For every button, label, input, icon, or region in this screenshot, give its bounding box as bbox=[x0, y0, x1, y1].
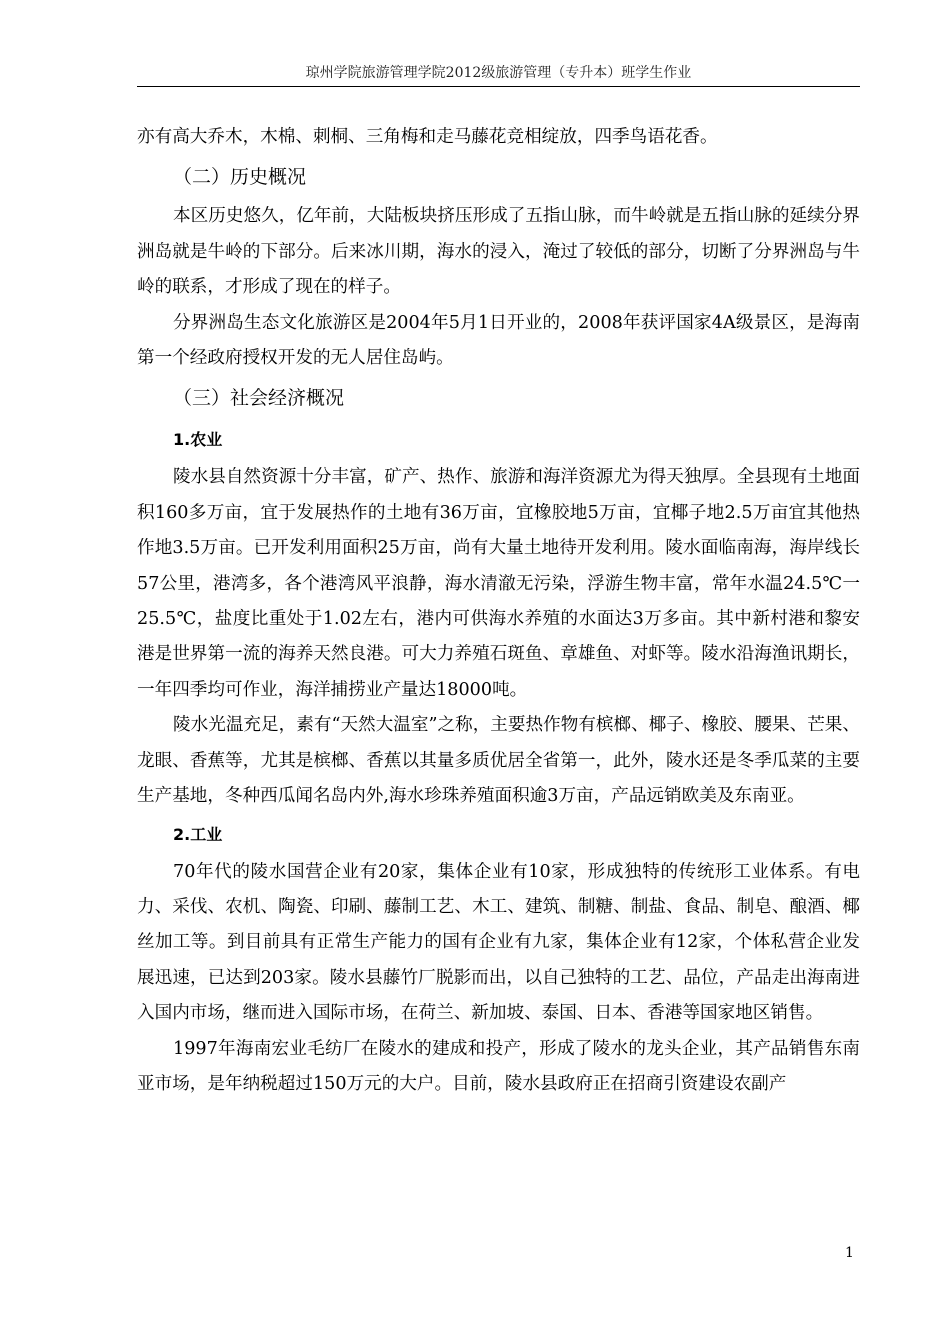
sub-heading-agriculture: 1.农业 bbox=[173, 430, 223, 450]
page-header: 琼州学院旅游管理学院2012级旅游管理（专升本）班学生作业 bbox=[305, 65, 692, 81]
page-number: 1 bbox=[845, 1245, 854, 1261]
paragraph-industry-1: 70年代的陵水国营企业有20家，集体企业有10家，形成独特的传统形工业体系。有电力、采伐、农机、陶瓷、印刷、藤制工艺、木工、建筑、制糖、制盐、食品、制皂、酿酒、椰丝加工等。到目前具有正常生产能力的国有企业有九家，集体企业有12家，个体私营企业发展迅速，已达到203家。陵水县藤竹厂脱影而出，以自己独特的工艺、品位，产品走出海南进入国内市场，继而进入国际市场，在荷兰、新加坡、泰国、日本、香港等国家地区销售。 bbox=[137, 861, 860, 1024]
paragraph-history-2: 分界洲岛生态文化旅游区是2004年5月1日开业的，2008年获评国家4A级景区，是海南第一个经政府授权开发的无人居住岛屿。 bbox=[137, 312, 860, 369]
section-heading-economy: （三）社会经济概况 bbox=[173, 387, 345, 410]
paragraph-history-1: 本区历史悠久，亿年前，大陆板块挤压形成了五指山脉，而牛岭就是五指山脉的延续分界洲岛就是牛岭的下部分。后来冰川期，海水的浸入，淹过了较低的部分，切断了分界洲岛与牛岭的联系，才形成了现在的样子。 bbox=[137, 206, 860, 298]
paragraph-agriculture-2: 陵水光温充足，素有“天然大温室”之称，主要热作物有槟榔、椰子、橡胶、腰果、芒果、龙眼、香蕉等，尤其是槟榔、香蕉以其量多质优居全省第一，此外，陵水还是冬季瓜菜的主要生产基地，冬种西瓜闻名岛内外,海水珍珠养殖面积逾3万亩，产品远销欧美及东南亚。 bbox=[137, 715, 860, 807]
paragraph-agriculture-1: 陵水县自然资源十分丰富，矿产、热作、旅游和海洋资源尤为得天独厚。全县现有土地面积160多万亩，宜于发展热作的土地有36万亩，宜橡胶地5万亩，宜椰子地2.5万亩宜其他热作地3.5万亩。已开发利用面积25万亩，尚有大量土地待开发利用。陵水面临南海，海岸线长57公里，港湾多，各个港湾风平浪静，海水清澈无污染，浮游生物丰富，常年水温24.5℃一25.5℃，盐度比重处于1.02左右，港内可供海水养殖的水面达3万多亩。其中新村港和黎安港是世界第一流的海养天然良港。可大力养殖石斑鱼、章雄鱼、对虾等。陵水沿海渔讯期长，一年四季均可作业，海洋捕捞业产量达18000吨。 bbox=[137, 467, 860, 700]
sub-heading-industry: 2.工业 bbox=[173, 824, 223, 844]
document-body bbox=[137, 120, 860, 1102]
section-heading-history: （二）历史概况 bbox=[173, 166, 307, 189]
paragraph-vegetation-continued: 亦有高大乔木，木棉、刺桐、三角梅和走马藤花竞相绽放，四季鸟语花香。 bbox=[137, 127, 718, 147]
header-divider bbox=[137, 86, 860, 87]
paragraph-industry-2: 1997年海南宏业毛纺厂在陵水的建成和投产，形成了陵水的龙头企业，其产品销售东南亚市场，是年纳税超过150万元的大户。目前，陵水县政府正在招商引资建设农副产 bbox=[137, 1038, 860, 1094]
